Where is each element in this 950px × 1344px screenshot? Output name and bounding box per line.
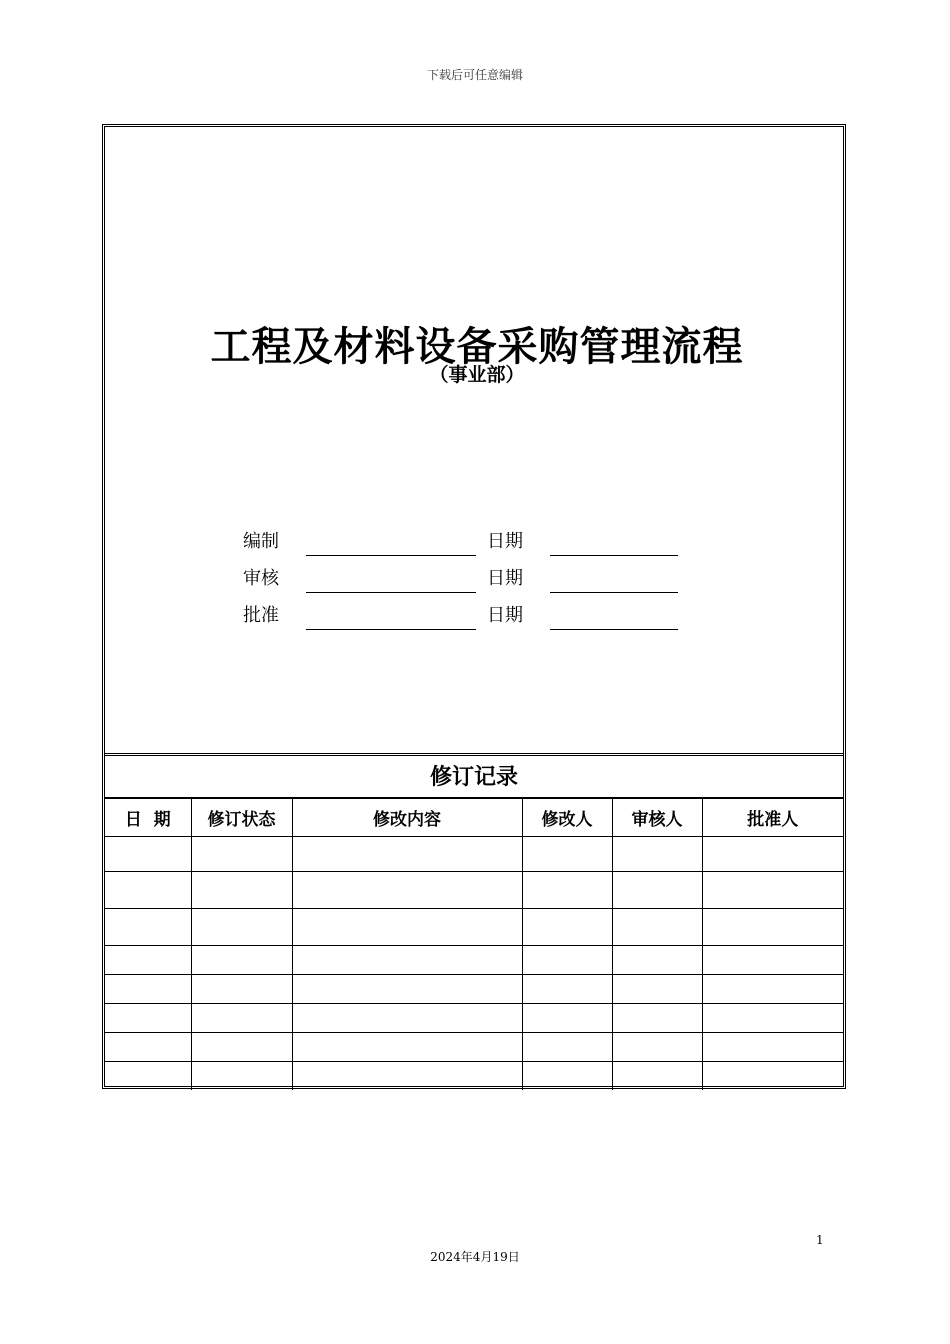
table-cell bbox=[105, 946, 191, 975]
table-cell bbox=[191, 1004, 292, 1033]
approved-label: 批准 bbox=[243, 605, 279, 626]
table-row bbox=[105, 1004, 843, 1033]
table-cell bbox=[702, 1062, 843, 1090]
signature-row-reviewed bbox=[105, 564, 849, 594]
table-cell bbox=[105, 872, 191, 909]
table-cell bbox=[702, 872, 843, 909]
table-cell bbox=[612, 872, 702, 909]
column-header-date: 日 期 bbox=[105, 799, 191, 837]
signature-row-approved bbox=[105, 601, 849, 631]
table-cell bbox=[702, 975, 843, 1004]
table-row bbox=[105, 872, 843, 909]
table-cell bbox=[191, 837, 292, 872]
column-header-modified-by: 修改人 bbox=[522, 799, 612, 837]
prepared-date-line bbox=[550, 555, 678, 556]
footer-date: 2024年4月19日 bbox=[430, 1250, 520, 1264]
table-cell bbox=[612, 1004, 702, 1033]
prepared-signature-line bbox=[306, 555, 476, 556]
table-cell bbox=[191, 1033, 292, 1062]
signature-row-prepared bbox=[105, 527, 849, 557]
table-cell bbox=[292, 946, 522, 975]
table-cell bbox=[292, 872, 522, 909]
column-header-approved-by: 批准人 bbox=[702, 799, 843, 837]
reviewed-date-label: 日期 bbox=[487, 568, 523, 589]
table-cell bbox=[105, 909, 191, 946]
approved-date-label: 日期 bbox=[487, 605, 523, 626]
table-header-row bbox=[105, 799, 843, 837]
table-cell bbox=[612, 909, 702, 946]
table-cell bbox=[105, 1033, 191, 1062]
approved-date-line bbox=[550, 629, 678, 630]
prepared-label: 编制 bbox=[243, 531, 279, 552]
table-cell bbox=[292, 1033, 522, 1062]
table-cell bbox=[191, 975, 292, 1004]
table-cell bbox=[292, 837, 522, 872]
document-subtitle: （事业部） bbox=[429, 364, 525, 386]
header-note: 下载后可任意编辑 bbox=[426, 68, 523, 82]
table-row bbox=[105, 909, 843, 946]
column-header-reviewed-by: 审核人 bbox=[612, 799, 702, 837]
reviewed-signature-line bbox=[306, 592, 476, 593]
table-cell bbox=[702, 837, 843, 872]
table-cell bbox=[191, 946, 292, 975]
table-cell bbox=[522, 1004, 612, 1033]
table-cell bbox=[702, 1033, 843, 1062]
column-header-revision-status: 修订状态 bbox=[191, 799, 292, 837]
table-cell bbox=[191, 1062, 292, 1090]
table-row bbox=[105, 837, 843, 872]
table-row bbox=[105, 1062, 843, 1090]
revision-table bbox=[105, 798, 843, 1090]
table-cell bbox=[292, 909, 522, 946]
table-row bbox=[105, 946, 843, 975]
table-cell bbox=[612, 837, 702, 872]
column-header-change-content: 修改内容 bbox=[292, 799, 522, 837]
table-cell bbox=[522, 909, 612, 946]
reviewed-date-line bbox=[550, 592, 678, 593]
table-cell bbox=[292, 1004, 522, 1033]
table-cell bbox=[522, 946, 612, 975]
table-cell bbox=[105, 1062, 191, 1090]
approved-signature-line bbox=[306, 629, 476, 630]
table-cell bbox=[105, 1004, 191, 1033]
table-cell bbox=[522, 1033, 612, 1062]
table-cell bbox=[612, 946, 702, 975]
table-cell bbox=[702, 909, 843, 946]
table-cell bbox=[702, 1004, 843, 1033]
table-cell bbox=[191, 909, 292, 946]
table-cell bbox=[191, 872, 292, 909]
table-cell bbox=[612, 975, 702, 1004]
revision-record-title: 修订记录 bbox=[105, 756, 843, 798]
table-cell bbox=[105, 837, 191, 872]
table-cell bbox=[522, 975, 612, 1004]
table-cell bbox=[702, 946, 843, 975]
document-title: 工程及材料设备采购管理流程 bbox=[210, 323, 744, 370]
table-cell bbox=[522, 837, 612, 872]
table-cell bbox=[522, 1062, 612, 1090]
reviewed-label: 审核 bbox=[243, 568, 279, 589]
table-cell bbox=[522, 872, 612, 909]
table-cell bbox=[292, 1062, 522, 1090]
table-cell bbox=[105, 975, 191, 1004]
table-cell bbox=[612, 1062, 702, 1090]
page-number: 1 bbox=[816, 1233, 824, 1247]
cover-frame bbox=[102, 124, 846, 1089]
table-row bbox=[105, 975, 843, 1004]
table-cell bbox=[292, 975, 522, 1004]
table-cell bbox=[612, 1033, 702, 1062]
table-row bbox=[105, 1033, 843, 1062]
prepared-date-label: 日期 bbox=[487, 531, 523, 552]
